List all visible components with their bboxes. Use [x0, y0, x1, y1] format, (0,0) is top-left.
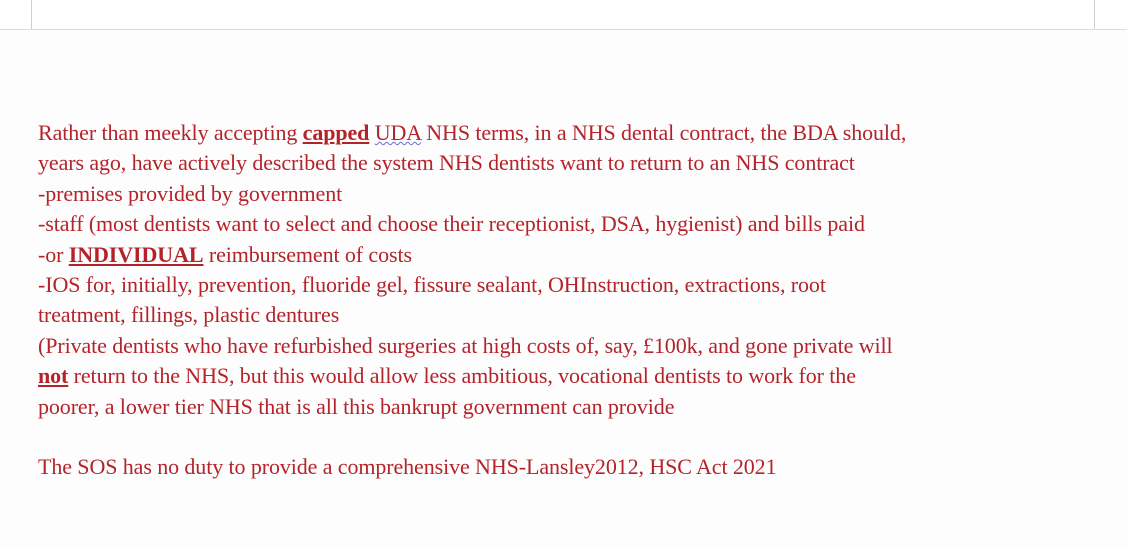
- text-run: -or: [38, 241, 69, 267]
- document-top-bar: [0, 0, 1127, 30]
- private-note-line-3: poorer, a lower tier NHS that is all this bankrupt government can provide: [38, 393, 675, 419]
- ios-item-line-1: -IOS for, initially, prevention, fluoride gel, fissure sealant, OHInstruction, extractions, root: [38, 271, 826, 297]
- emphasis-capped: capped: [302, 120, 370, 145]
- private-note-line-1: (Private dentists who have refurbished surgeries at high costs of, say, £100k, and gone private will: [38, 332, 893, 358]
- page-edge-left: [31, 0, 32, 29]
- text-line-1: [38, 118, 1123, 148]
- sos-statement: The SOS has no duty to provide a comprehensive NHS-Lansley2012, HSC Act 2021: [38, 454, 777, 480]
- ios-item-line-2: treatment, fillings, plastic dentures: [38, 302, 340, 328]
- staff-item: -staff (most dentists want to select and choose their receptionist, DSA, hygienist) and bills paid: [38, 211, 865, 237]
- text-run: reimbursement of costs: [203, 241, 412, 267]
- text-line-2: years ago, have actively described the system NHS dentists want to return to an NHS contract: [38, 150, 855, 176]
- text-run: return to the NHS, but this would allow less ambitious, vocational dentists to work for the: [68, 363, 856, 389]
- paragraph-spacer: [38, 422, 1123, 452]
- private-note-line-2: [38, 361, 1123, 391]
- page-edge-right: [1094, 0, 1095, 29]
- emphasis-not: not: [38, 363, 69, 389]
- document-body: [38, 118, 1123, 483]
- text-run: Rather than meekly accepting: [38, 120, 303, 145]
- text-run: NHS terms, in a NHS dental contract, the BDA should,: [420, 120, 907, 145]
- premises-item: -premises provided by government: [38, 180, 343, 206]
- reimbursement-item: [38, 240, 1123, 270]
- emphasis-individual: INDIVIDUAL: [68, 241, 204, 267]
- spellcheck-flagged-word[interactable]: UDA: [374, 120, 421, 145]
